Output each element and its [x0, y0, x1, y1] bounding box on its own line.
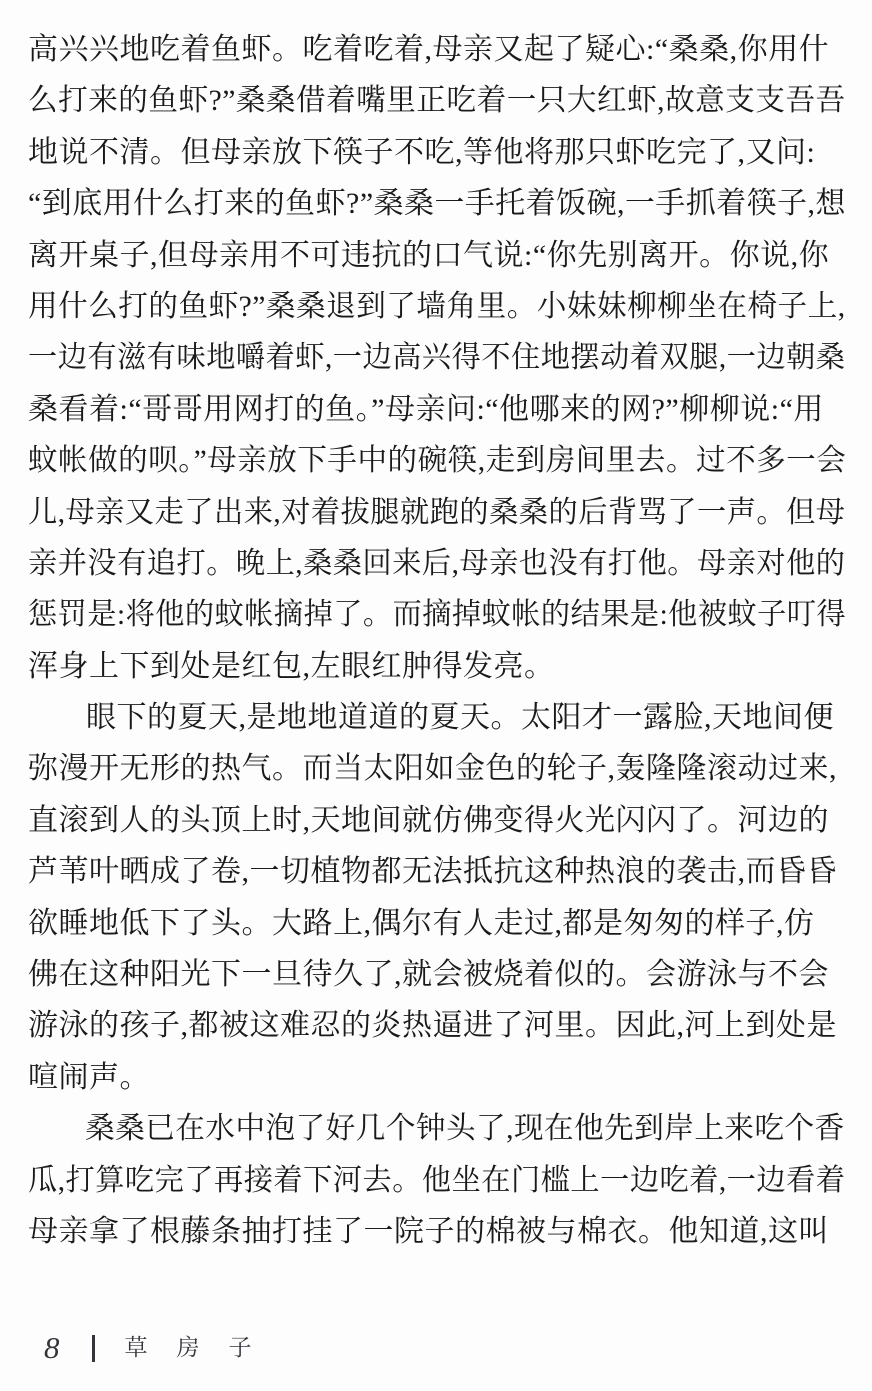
text-line: 游泳的孩子,都被这难忍的炎热逼进了河里。因此,河上到处是	[28, 1009, 837, 1043]
text-line: 蚊帐做的呗。”母亲放下手中的碗筷,走到房间里去。过不多一会	[28, 444, 847, 478]
text-line: 亲并没有追打。晚上,桑桑回来后,母亲也没有打他。母亲对他的	[28, 546, 846, 580]
text-line: 么打来的鱼虾?”桑桑借着嘴里正吃着一只大红虾,故意支支吾吾	[28, 84, 846, 118]
text-line: “到底用什么打来的鱼虾?”桑桑一手托着饭碗,一手抓着筷子,想	[28, 187, 846, 221]
text-line: 欲睡地低下了头。大路上,偶尔有人走过,都是匆匆的样子,仿	[28, 906, 815, 940]
text-line: 佛在这种阳光下一旦待久了,就会被烧着似的。会游泳与不会	[28, 958, 829, 992]
text-line: 高兴兴地吃着鱼虾。吃着吃着,母亲又起了疑心:“桑桑,你用什	[28, 33, 830, 66]
text-line: 地说不清。但母亲放下筷子不吃,等他将那只虾吃完了,又问:	[28, 135, 816, 169]
text-line: 弥漫开无形的热气。而当太阳如金色的轮子,轰隆隆滚动过来,	[28, 752, 837, 786]
text-line: 离开桌子,但母亲用不可违抗的口气说:“你先别离开。你说,你	[28, 238, 830, 272]
book-title: 草房子	[124, 1335, 281, 1360]
text-line: 芦苇叶晒成了卷,一切植物都无法抵抗这种热浪的袭击,而昏昏	[28, 855, 837, 889]
text-line: 用什么打的鱼虾?”桑桑退到了墙角里。小妹妹柳柳坐在椅子上,	[28, 289, 846, 323]
text-line: 眼下的夏天,是地地道道的夏天。太阳才一露脸,天地间便	[86, 701, 834, 735]
text-line: 直滚到人的头顶上时,天地间就仿佛变得火光闪闪了。河边的	[28, 803, 829, 837]
text-line: 瓜,打算吃完了再接着下河去。他坐在门槛上一边吃着,一边看着	[28, 1163, 846, 1197]
footer-divider-icon	[92, 1335, 95, 1362]
text-line: 桑桑已在水中泡了好几个钟头了,现在他先到岸上来吃个香	[85, 1112, 845, 1146]
page-number: 8	[44, 1330, 60, 1365]
text-line: 惩罚是:将他的蚊帐摘掉了。而摘掉蚊帐的结果是:他被蚊子叮得	[28, 598, 847, 632]
text-line: 一边有滋有味地嚼着虾,一边高兴得不住地摆动着双腿,一边朝桑	[28, 341, 846, 375]
text-line: 喧闹声。	[28, 1060, 150, 1094]
body-text	[28, 24, 846, 1257]
text-line: 儿,母亲又走了出来,对着拔腿就跑的桑桑的后背骂了一声。但母	[28, 495, 846, 529]
text-line: 浑身上下到处是红包,左眼红肿得发亮。	[28, 649, 555, 683]
text-line: 桑看着:“哥哥用网打的鱼。”母亲问:“他哪来的网?”柳柳说:“用	[28, 392, 824, 426]
text-line: 母亲拿了根藤条抽打挂了一院子的棉被与棉衣。他知道,这叫	[28, 1214, 829, 1248]
page-footer	[44, 1326, 281, 1370]
